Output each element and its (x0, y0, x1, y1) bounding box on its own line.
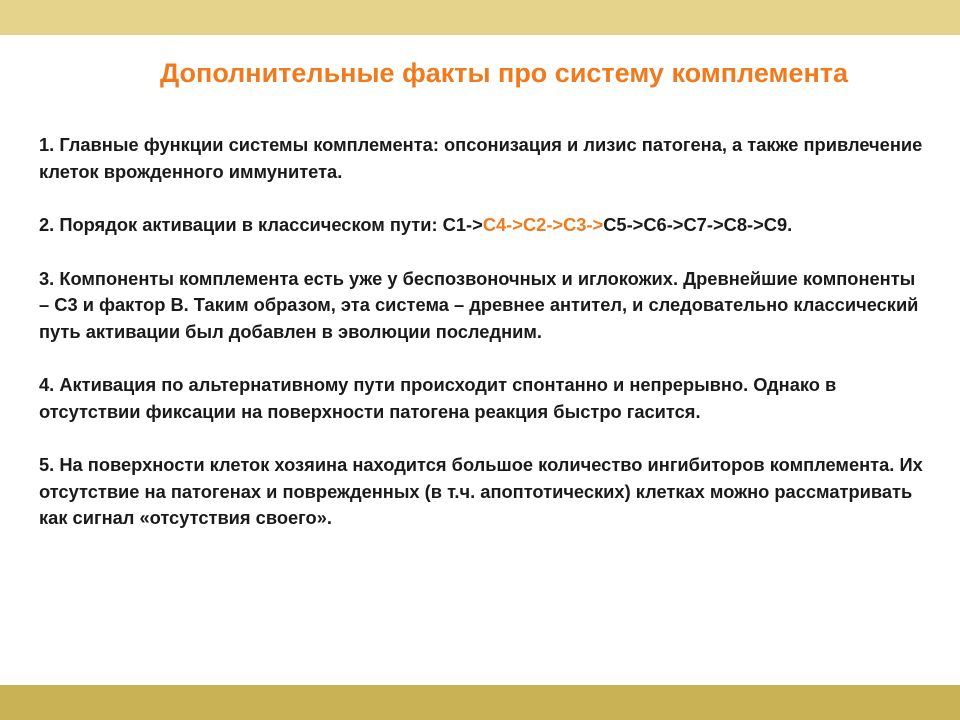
point-2 (39, 212, 929, 239)
top-decor-band (0, 0, 960, 35)
point-4: 4. Активация по альтернативному пути происходит спонтанно и непрерывно. Однако в отсутствии фиксации на поверхности патогена реакция быстро гасится. (39, 374, 837, 422)
point-2-highlight: С4->С2->С3-> (482, 214, 604, 235)
point-1: 1. Главные функции системы комплемента: опсонизация и лизис патогена, а также привлечение клеток врожденного иммунитета. (39, 134, 923, 182)
point-2-suffix: С5->С6->С7->С8->С9. (603, 214, 793, 235)
slide-title: Дополнительные факты про систему комплемента (159, 58, 849, 88)
point-3: 3. Компоненты комплемента есть уже у беспозвоночных и иглокожих. Древнейшие компоненты – С3 и фактор В. Таким образом, эта система – древнее антител, и следовательно классический путь активации был добавлен в эволюции последним. (39, 267, 919, 342)
point-2-prefix: 2. Порядок активации в классическом пути: С1-> (39, 214, 483, 235)
point-5: 5. На поверхности клеток хозяина находится большое количество ингибиторов комплемента. Их отсутствие на патогенах и поврежденных (в т.ч. апоптотических) клетках можно рассматривать как сигнал «отсутствия своего». (39, 454, 923, 528)
slide-content (39, 132, 929, 559)
bottom-decor-band (0, 685, 960, 720)
